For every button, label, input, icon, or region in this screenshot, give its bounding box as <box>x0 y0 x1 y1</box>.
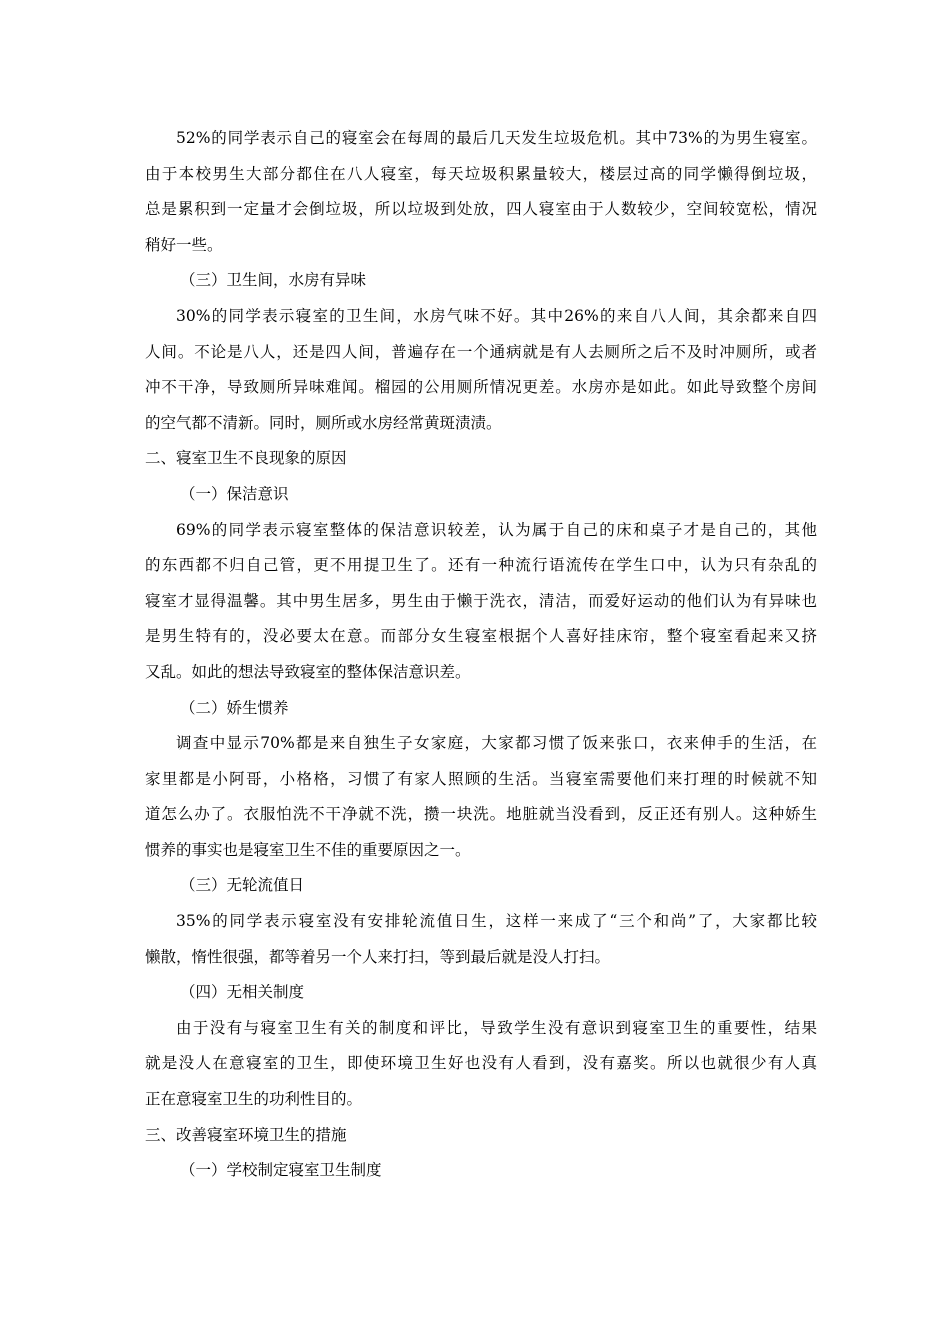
paragraph-line: 由于没有与寝室卫生有关的制度和评比，导致学生没有意识到寝室卫生的重要性，结果 <box>176 1018 817 1037</box>
paragraph-line: 由于本校男生大部分都住在八人寝室，每天垃圾积累量较大，楼层过高的同学懒得倒垃圾， <box>145 164 817 183</box>
paragraph-line: 道怎么办了。衣服怕洗不干净就不洗，攒一块洗。地脏就当没看到，反正还有别人。这种娇生 <box>145 805 817 824</box>
paragraph-line: 惯养的事实也是寝室卫生不佳的重要原因之一。 <box>145 840 471 859</box>
paragraph-line: 冲不干净，导致厕所异味难闻。榴园的公用厕所情况更差。水房亦是如此。如此导致整个房间 <box>145 378 817 397</box>
subsection-heading: （二）娇生惯养 <box>180 698 289 717</box>
paragraph-line: 的空气都不清新。同时，厕所或水房经常黄斑渍渍。 <box>145 413 502 432</box>
paragraph-line: 是男生特有的，没必要太在意。而部分女生寝室根据个人喜好挂床帘，整个寝室看起来又挤 <box>145 627 817 646</box>
paragraph-line: 家里都是小阿哥，小格格，习惯了有家人照顾的生活。当寝室需要他们来打理的时候就不知 <box>145 769 817 788</box>
subsection-heading: （三）无轮流值日 <box>180 876 305 895</box>
paragraph-line: 就是没人在意寝室的卫生，即使环境卫生好也没有人看到，没有嘉奖。所以也就很少有人真 <box>145 1054 817 1073</box>
section-heading: 二、寝室卫生不良现象的原因 <box>145 449 347 468</box>
paragraph-line: 又乱。如此的想法导致寝室的整体保洁意识差。 <box>145 662 471 681</box>
paragraph-line: 30%的同学表示寝室的卫生间，水房气味不好。其中26%的来自八人间，其余都来自四 <box>176 306 817 325</box>
section-heading: 三、改善寝室环境卫生的措施 <box>145 1125 347 1144</box>
document-page <box>145 121 817 1189</box>
paragraph-line: 调查中显示70%都是来自独生子女家庭，大家都习惯了饭来张口，衣来伸手的生活，在 <box>176 734 817 753</box>
paragraph-line: 总是累积到一定量才会倒垃圾，所以垃圾到处放，四人寝室由于人数较少，空间较宽松，情况 <box>145 200 817 219</box>
paragraph-line: 稍好一些。 <box>145 235 223 254</box>
subsection-heading: （一）保洁意识 <box>180 484 289 503</box>
paragraph-line: 35%的同学表示寝室没有安排轮流值日生，这样一来成了“三个和尚”了，大家都比较 <box>176 912 817 931</box>
subsection-heading: （一）学校制定寝室卫生制度 <box>180 1161 382 1180</box>
subsection-heading: （四）无相关制度 <box>180 983 305 1002</box>
paragraph-line: 寝室才显得温馨。其中男生居多，男生由于懒于洗衣，清洁，而爱好运动的他们认为有异味也 <box>145 591 817 610</box>
paragraph-line: 懒散，惰性很强，都等着另一个人来打扫，等到最后就是没人打扫。 <box>145 947 611 966</box>
paragraph-line: 52%的同学表示自己的寝室会在每周的最后几天发生垃圾危机。其中73%的为男生寝室。 <box>176 129 817 147</box>
paragraph-line: 正在意寝室卫生的功利性目的。 <box>145 1090 363 1109</box>
paragraph-line: 的东西都不归自己管，更不用提卫生了。还有一种流行语流传在学生口中，认为只有杂乱的 <box>145 556 817 575</box>
paragraph-line: 69%的同学表示寝室整体的保洁意识较差，认为属于自己的床和桌子才是自己的，其他 <box>176 520 817 539</box>
paragraph-line: 人间。不论是八人，还是四人间，普遍存在一个通病就是有人去厕所之后不及时冲厕所，或者 <box>145 342 817 361</box>
subsection-heading: （三）卫生间，水房有异味 <box>180 271 367 290</box>
